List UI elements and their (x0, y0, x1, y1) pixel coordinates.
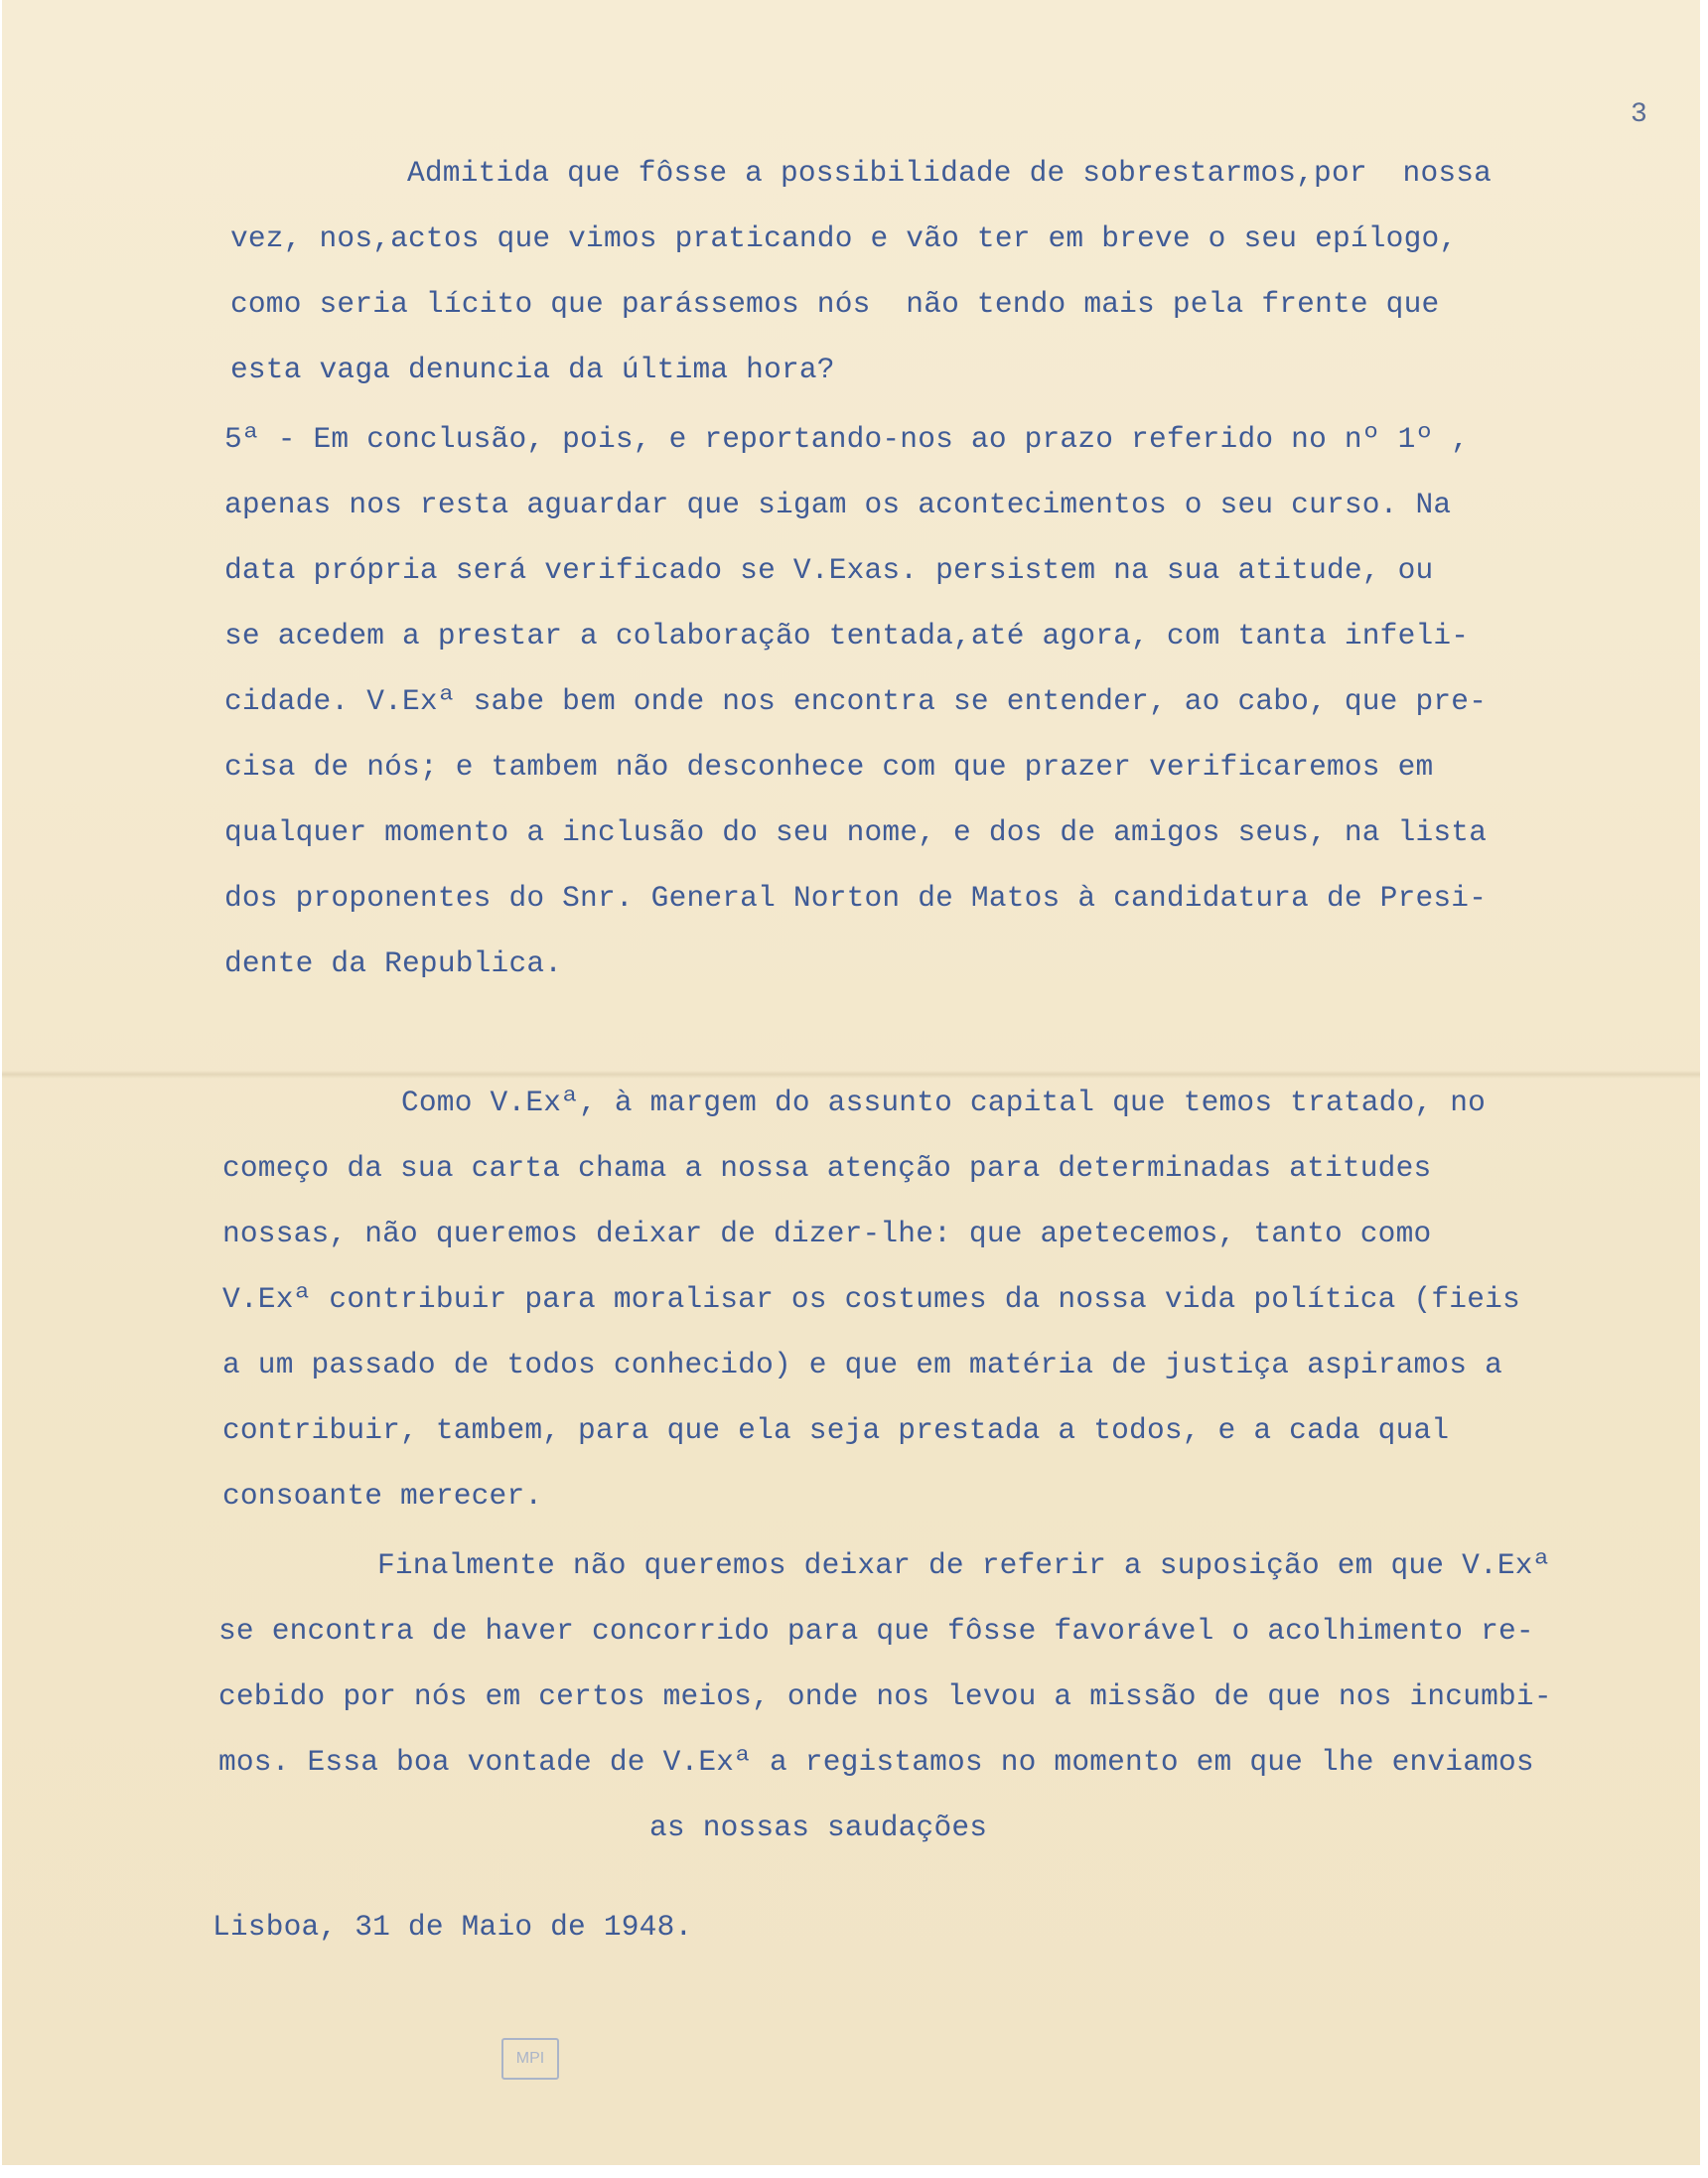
date-line: Lisboa, 31 de Maio de 1948. (213, 1910, 693, 1944)
text-line: se encontra de haver concorrido para que fôsse favorável o acolhimento re- (218, 1614, 1534, 1648)
text-line: a um passado de todos conhecido) e que em matéria de justiça aspiramos a (222, 1348, 1503, 1381)
text-line: como seria lícito que parássemos nós não tendo mais pela frente que (230, 287, 1440, 321)
document-page (2, 0, 1700, 2165)
text-line: cidade. V.Exª sabe bem onde nos encontra se entender, ao cabo, que pre- (224, 684, 1488, 718)
text-line: nossas, não queremos deixar de dizer-lhe: que apetecemos, tanto como (222, 1217, 1432, 1250)
text-line: V.Exª contribuir para moralisar os costumes da nossa vida política (fieis (222, 1282, 1520, 1316)
text-line: qualquer momento a inclusão do seu nome, e dos de amigos seus, na lista (224, 815, 1488, 849)
text-line: cebido por nós em certos meios, onde nos levou a missão de que nos incumbi- (218, 1679, 1552, 1713)
text-line: cisa de nós; e tambem não desconhece com que prazer verificaremos em (224, 750, 1434, 784)
text-line: 5ª - Em conclusão, pois, e reportando-nos ao prazo referido no nº 1º , (224, 422, 1470, 456)
text-line: Finalmente não queremos deixar de referir a suposição em que V.Exª (377, 1548, 1551, 1582)
text-line: se acedem a prestar a colaboração tentada,até agora, com tanta infeli- (224, 619, 1470, 653)
text-line: Como V.Exª, à margem do assunto capital que temos tratado, no (401, 1086, 1487, 1119)
text-line: começo da sua carta chama a nossa atenção para determinadas atitudes (222, 1151, 1432, 1185)
page-number: 3 (1631, 99, 1647, 130)
text-line: contribuir, tambem, para que ela seja prestada a todos, e a cada qual (222, 1413, 1450, 1447)
text-line: mos. Essa boa vontade de V.Exª a registamos no momento em que lhe enviamos (218, 1745, 1534, 1779)
text-line: as nossas saudações (649, 1811, 988, 1844)
text-line: apenas nos resta aguardar que sigam os acontecimentos o seu curso. Na (224, 488, 1452, 521)
archive-stamp: MPI (501, 2038, 559, 2080)
paper-fold (2, 1071, 1700, 1079)
text-line: vez, nos,actos que vimos praticando e vão ter em breve o seu epílogo, (230, 221, 1458, 255)
text-line: dente da Republica. (224, 946, 563, 980)
text-line: Admitida que fôsse a possibilidade de sobrestarmos,por nossa (407, 156, 1493, 190)
text-line: consoante merecer. (222, 1479, 543, 1513)
text-line: esta vaga denuncia da última hora? (230, 353, 835, 386)
text-line: data própria será verificado se V.Exas. persistem na sua atitude, ou (224, 553, 1434, 587)
text-line: dos proponentes do Snr. General Norton de Matos à candidatura de Presi- (224, 881, 1488, 915)
